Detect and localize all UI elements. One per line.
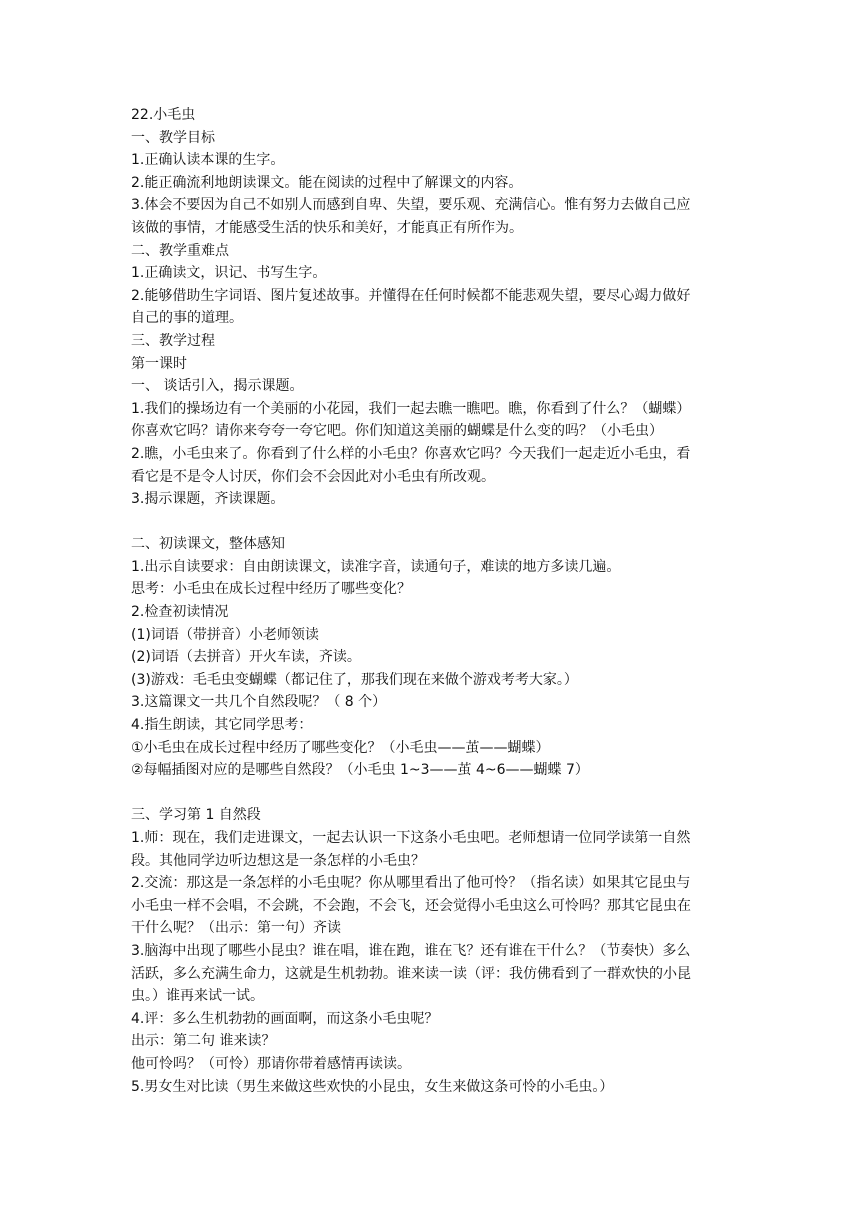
text-line: 1.正确读文，识记、书写生字。: [131, 265, 327, 282]
subsection-heading-intro: 一、 谈话引入，揭示课题。: [131, 378, 304, 395]
text-line: 小毛虫一样不会唱，不会跳，不会跑，不会飞，还会觉得小毛虫这么可怜吗？那其它昆虫在: [131, 897, 691, 914]
lesson-period-heading: 第一课时: [131, 355, 187, 372]
text-line: 看它是不是令人讨厌，你们会不会因此对小毛虫有所改观。: [131, 468, 495, 485]
text-line: 出示：第二句 谁来读？: [131, 1033, 276, 1050]
text-line: 他可怜吗？（可怜）那请你带着感情再读读。: [131, 1055, 411, 1072]
text-line: 1.正确认读本课的生字。: [131, 152, 285, 169]
text-line: 段。其他同学边听边想这是一条怎样的小毛虫？: [131, 852, 425, 869]
text-line: 2.交流：那这是一条怎样的小毛虫呢？你从哪里看出了他可怜？（指名读）如果其它昆虫与: [131, 875, 691, 892]
text-line: 2.瞧，小毛虫来了。你看到了什么样的小毛虫？你喜欢它吗？今天我们一起走近小毛虫，看: [131, 445, 691, 462]
text-line: 4.指生朗读，其它同学思考：: [131, 717, 313, 734]
text-line: 该做的事情，才能感受生活的快乐和美好，才能真正有所作为。: [131, 219, 523, 236]
text-line: 3.脑海中出现了哪些小昆虫？谁在唱，谁在跑，谁在飞？还有谁在干什么？（节奏快）多么: [131, 942, 691, 959]
text-line: 3.体会不要因为自己不如别人而感到自卑、失望，要乐观、充满信心。惟有努力去做自己应: [131, 197, 691, 214]
text-line: 5.男女生对比读（男生来做这些欢快的小昆虫，女生来做这条可怜的小毛虫。）: [131, 1078, 614, 1095]
text-line: 活跃，多么充满生命力，这就是生机勃勃。谁来读一读（评：我仿佛看到了一群欢快的小昆: [131, 965, 691, 982]
text-line: 1.出示自读要求：自由朗读课文，读准字音，读通句子，难读的地方多读几遍。: [131, 558, 621, 575]
text-line: (1)词语（带拼音）小老师领读: [131, 626, 319, 643]
text-line: ②每幅插图对应的是哪些自然段？（小毛虫 1~3——茧 4~6——蝴蝶 7）: [131, 762, 589, 779]
text-line: 自己的事的道理。: [131, 310, 243, 327]
blank-line: [131, 511, 731, 534]
text-line: 思考：小毛虫在成长过程中经历了哪些变化？: [131, 581, 411, 598]
text-line: ①小毛虫在成长过程中经历了哪些变化？（小毛虫——茧——蝴蝶）: [131, 739, 550, 756]
blank-line: [131, 782, 731, 805]
text-line: 2.能够借助生字词语、图片复述故事。并懂得在任何时候都不能悲观失望，要尽心竭力做好: [131, 287, 691, 304]
text-line: (3)游戏：毛毛虫变蝴蝶（都记住了，那我们现在来做个游戏考考大家。）: [131, 671, 578, 688]
section-heading-key-points: 二、教学重难点: [131, 242, 229, 259]
text-line: 虫。）谁再来试一试。: [131, 988, 264, 1005]
text-line: (2)词语（去拼音）开火车读，齐读。: [131, 649, 361, 666]
text-line: 3.揭示课题，齐读课题。: [131, 491, 285, 508]
subsection-heading-paragraph-one: 三、学习第 1 自然段: [131, 807, 261, 824]
text-line: 1.我们的操场边有一个美丽的小花园，我们一起去瞧一瞧吧。瞧，你看到了什么？（蝴蝶）: [131, 400, 691, 417]
text-line: 3.这篇课文一共几个自然段呢？（ 8 个）: [131, 694, 387, 711]
section-heading-process: 三、教学过程: [131, 332, 215, 349]
text-line: 4.评：多么生机勃勃的画面啊，而这条小毛虫呢？: [131, 1010, 439, 1027]
text-line: 干什么呢？（出示：第一句）齐读: [131, 920, 341, 937]
text-line: 1.师：现在，我们走进课文，一起去认识一下这条小毛虫吧。老师想请一位同学读第一自然: [131, 830, 691, 846]
section-heading-goals: 一、教学目标: [131, 129, 215, 146]
subsection-heading-first-reading: 二、初读课文，整体感知: [131, 536, 285, 553]
text-line: 你喜欢它吗？请你来夸夸一夸它吧。你们知道这美丽的蝴蝶是什么变的吗？（小毛虫）: [131, 423, 663, 440]
document-body: [131, 104, 731, 1098]
text-line: 2.能正确流利地朗读课文。能在阅读的过程中了解课文的内容。: [131, 174, 523, 191]
doc-title: 22.小毛虫: [131, 107, 196, 123]
text-line: 2.检查初读情况: [131, 604, 229, 621]
